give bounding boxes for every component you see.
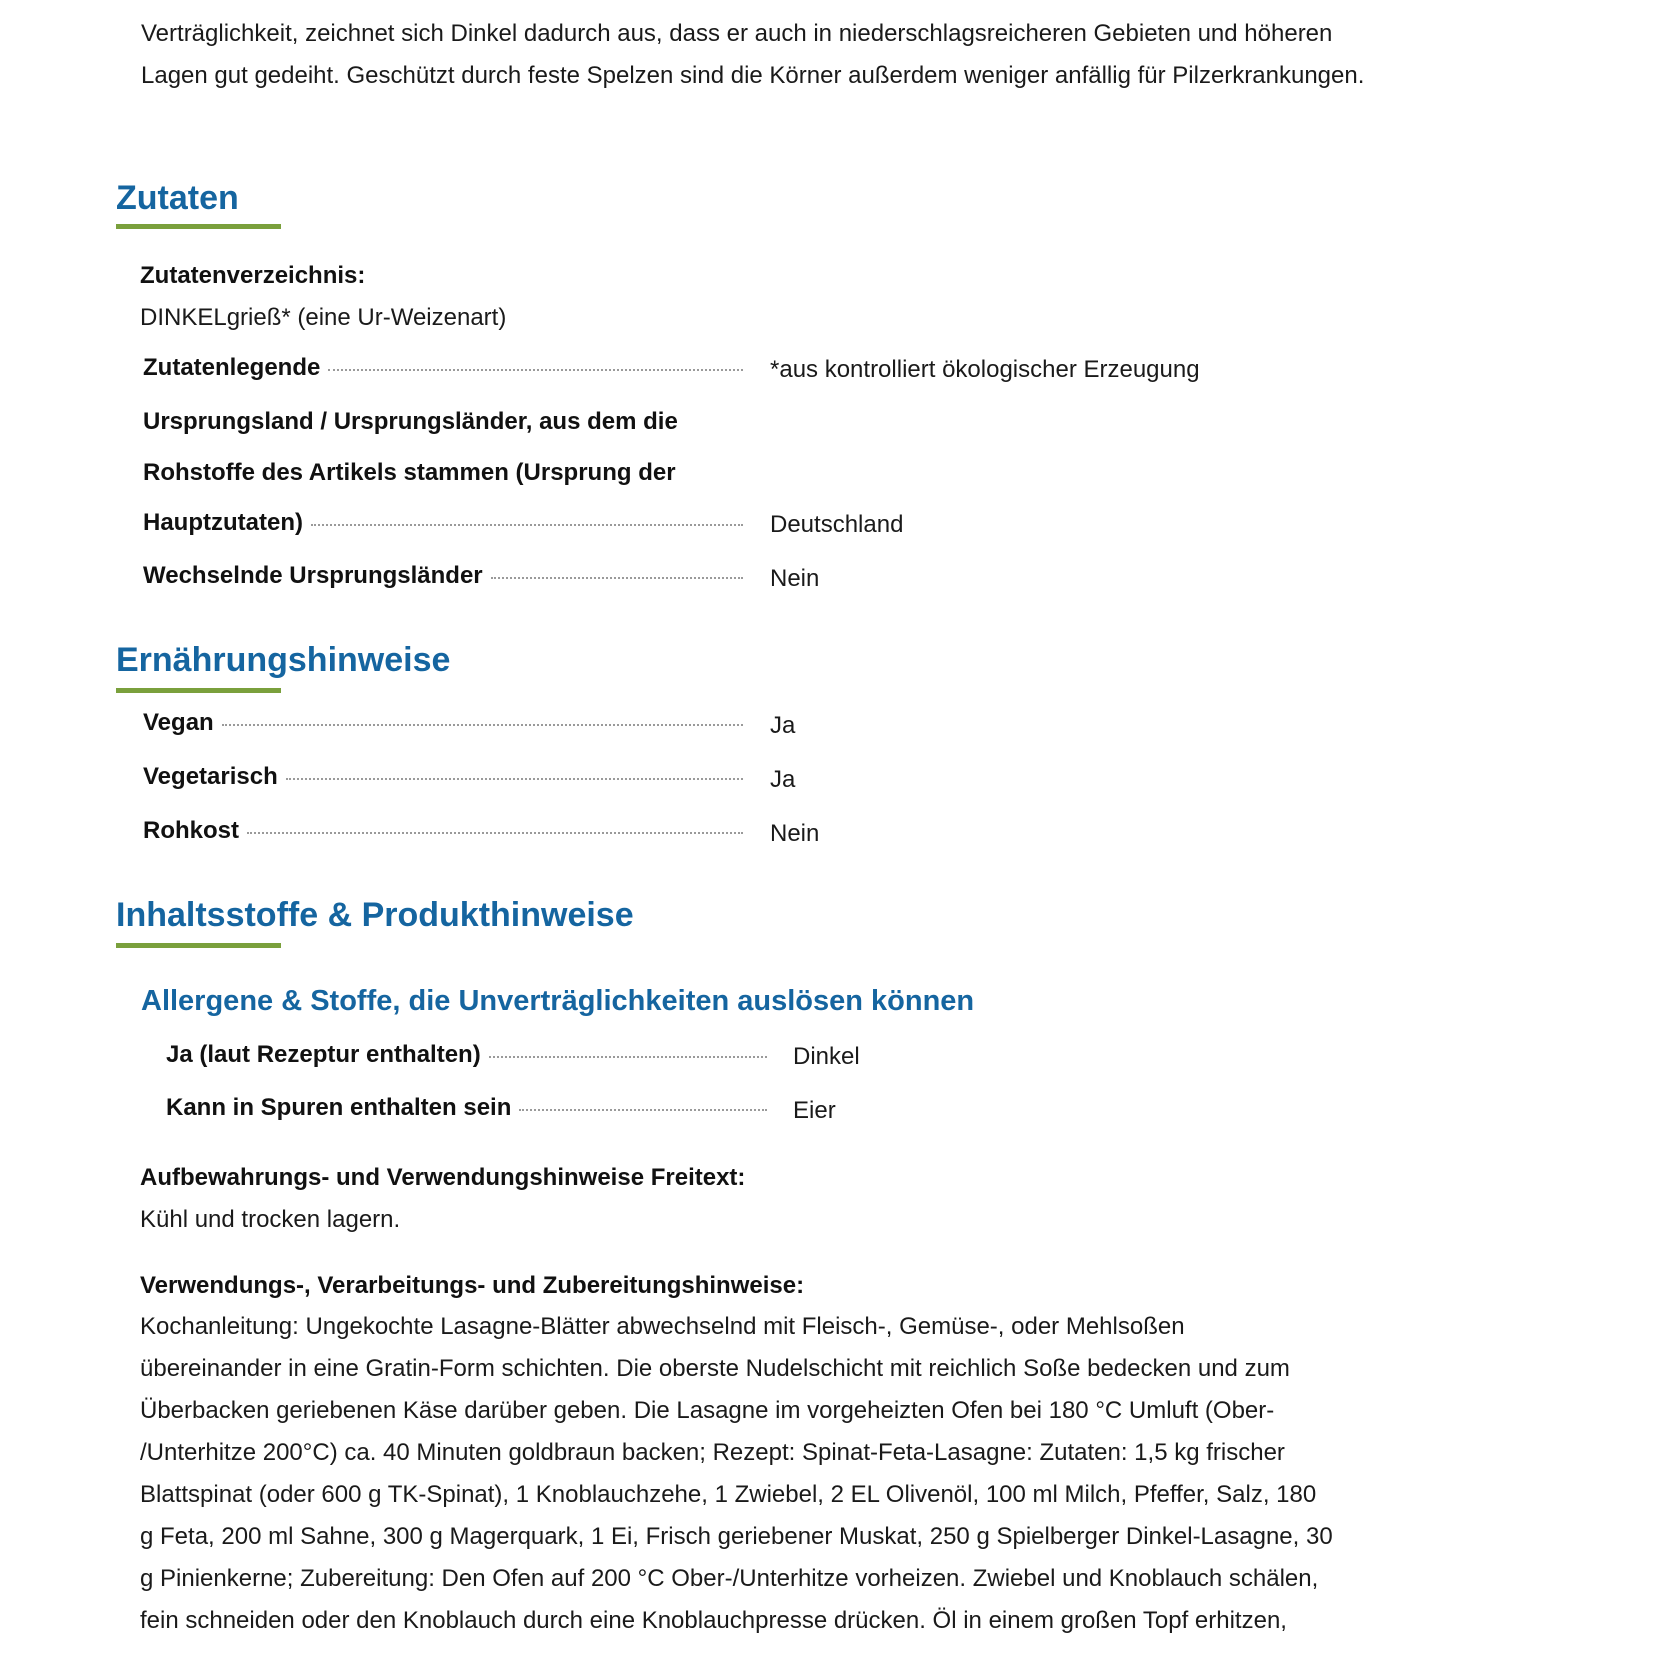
changing-origin-row [143,560,743,594]
dot-leader [247,832,743,834]
origin-row [143,507,743,541]
allergen-value: Eier [793,1097,836,1124]
origin-label-line1: Ursprungsland / Ursprungsländer, aus dem die [143,408,678,435]
section-rule-inhaltsstoffe [116,943,281,948]
dot-leader [489,1056,767,1058]
usage-line: Blattspinat (oder 600 g TK-Spinat), 1 Knoblauchzehe, 1 Zwiebel, 2 EL Olivenöl, 100 ml Milch, Pfeffer, Salz, 180 [140,1481,1317,1508]
origin-value: Deutschland [770,511,904,538]
usage-line: g Pinienkerne; Zubereitung: Den Ofen auf 200 °C Ober-/Unterhitze vorheizen. Zwiebel und Knoblauch schälen, [140,1565,1319,1592]
diet-row-vegetarian [143,761,743,795]
dot-leader [286,778,743,780]
ingredient-list-label: Zutatenverzeichnis: [140,262,366,289]
diet-label: Vegan [143,709,214,736]
subsection-title-allergens: Allergene & Stoffe, die Unverträglichkeiten auslösen können [141,985,975,1017]
changing-origin-value: Nein [770,565,820,592]
diet-value: Ja [770,766,796,793]
section-title-inhaltsstoffe: Inhaltsstoffe & Produkthinweise [116,896,634,934]
ingredient-legend-label: Zutatenlegende [143,354,321,381]
ingredient-list-value: DINKELgrieß* (eine Ur-Weizenart) [140,304,507,331]
origin-label-line2: Rohstoffe des Artikels stammen (Ursprung der [143,459,676,486]
allergen-value: Dinkel [793,1043,860,1070]
origin-label-line3: Hauptzutaten) [143,509,303,536]
diet-value: Ja [770,712,796,739]
usage-label: Verwendungs-, Verarbeitungs- und Zubereitungshinweise: [140,1272,805,1299]
usage-line: übereinander in eine Gratin-Form schichten. Die oberste Nudelschicht mit reichlich Soße bedecken und zum [140,1355,1290,1382]
allergen-label: Ja (laut Rezeptur enthalten) [166,1041,481,1068]
intro-paragraph: Verträglichkeit, zeichnet sich Dinkel dadurch aus, dass er auch in niederschlagsreicheren Gebieten und höheren Lagen gut gedeiht. Geschützt durch feste Spelzen sind die Körner außerdem weniger anfällig für Pilzerkrankungen. [141,20,1365,89]
allergen-label: Kann in Spuren enthalten sein [166,1094,512,1121]
dot-leader [491,577,743,579]
dot-leader [311,524,743,526]
diet-value: Nein [770,820,820,847]
dot-leader [222,724,743,726]
diet-label: Rohkost [143,817,239,844]
usage-line: g Feta, 200 ml Sahne, 300 g Magerquark, 1 Ei, Frisch geriebener Muskat, 250 g Spielberger Dinkel-Lasagne, 30 [140,1523,1333,1550]
usage-line: fein schneiden oder den Knoblauch durch eine Knoblauchpresse drücken. Öl in einem großen Topf erhitzen, [140,1607,1287,1634]
usage-line: Kochanleitung: Ungekochte Lasagne-Blätter abwechselnd mit Fleisch-, Gemüse-, oder Mehlsoßen [140,1313,1185,1340]
section-rule-ernaehrung [116,688,281,693]
diet-row-raw [143,815,743,849]
section-rule-zutaten [116,224,281,229]
usage-line: /Unterhitze 200°C) ca. 40 Minuten goldbraun backen; Rezept: Spinat-Feta-Lasagne: Zutaten: 1,5 kg frischer [140,1439,1285,1466]
ingredient-legend-value: *aus kontrolliert ökologischer Erzeugung [770,356,1200,383]
allergen-row-traces [166,1092,767,1126]
diet-label: Vegetarisch [143,763,278,790]
section-title-zutaten: Zutaten [116,179,239,217]
ingredient-legend-row [143,352,743,386]
dot-leader [328,369,743,371]
allergen-row-contains [166,1039,767,1073]
changing-origin-label: Wechselnde Ursprungsländer [143,562,483,589]
usage-line: Überbacken geriebenen Käse darüber geben. Die Lasagne im vorgeheizten Ofen bei 180 °C Umluft (Ober- [140,1397,1275,1424]
storage-label: Aufbewahrungs- und Verwendungshinweise Freitext: [140,1164,746,1191]
storage-value: Kühl und trocken lagern. [140,1206,401,1233]
section-title-ernaehrung: Ernährungshinweise [116,641,451,679]
diet-row-vegan [143,707,743,741]
dot-leader [519,1109,767,1111]
